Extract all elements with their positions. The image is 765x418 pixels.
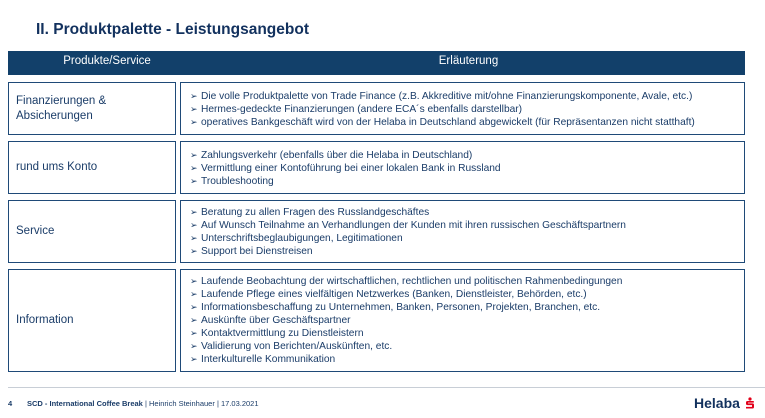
arrow-bullet-icon: ➢ xyxy=(190,163,198,173)
footer-date: 17.03.2021 xyxy=(220,399,259,408)
footer-divider xyxy=(8,387,765,388)
page-title: II. Produktpalette - Leistungsangebot xyxy=(36,21,309,38)
list-item: ➢ Unterschriftsbeglaubigungen, Legitimationen xyxy=(190,233,403,244)
arrow-bullet-icon: ➢ xyxy=(190,302,198,312)
list-item: ➢ Laufende Beobachtung der wirtschaftlichen, rechtlichen und politischen Rahmenbedingungen xyxy=(190,276,623,287)
list-item: ➢ Support bei Dienstreisen xyxy=(190,246,313,257)
list-item: ➢ Informationsbeschaffung zu Unternehmen, Banken, Personen, Projekten, Branchen, etc. xyxy=(190,302,601,313)
helaba-logo-text: Helaba xyxy=(694,395,740,411)
arrow-bullet-icon: ➢ xyxy=(190,220,198,230)
row-label-information xyxy=(8,269,176,372)
page-number: 4 xyxy=(8,399,13,408)
list-item: ➢ Beratung zu allen Fragen des Russlandgeschäftes xyxy=(190,207,430,218)
list-item: ➢ Kontaktvermittlung zu Dienstleistern xyxy=(190,328,364,339)
arrow-bullet-icon: ➢ xyxy=(190,328,198,338)
header-explanation: Erläuterung xyxy=(438,55,499,67)
footer-event: SCD - International Coffee Break xyxy=(27,399,143,408)
header-products-service: Produkte/Service xyxy=(63,55,151,67)
row-label-text: Finanzierungen & Absicherungen xyxy=(16,94,107,122)
row-content-financing xyxy=(180,82,745,135)
list-item: ➢ Zahlungsverkehr (ebenfalls über die Helaba in Deutschland) xyxy=(190,150,473,161)
arrow-bullet-icon: ➢ xyxy=(190,104,198,114)
arrow-bullet-icon: ➢ xyxy=(190,341,198,351)
arrow-bullet-icon: ➢ xyxy=(190,207,198,217)
footer-author: Heinrich Steinhauer xyxy=(148,399,215,408)
arrow-bullet-icon: ➢ xyxy=(190,233,198,243)
row-label-service xyxy=(8,200,176,263)
list-item: ➢ Validierung von Berichten/Auskünften, etc. xyxy=(190,341,393,352)
table-header xyxy=(8,51,745,75)
row-label-account xyxy=(8,141,176,194)
row-content-information xyxy=(180,269,745,372)
list-item: ➢ Interkulturelle Kommunikation xyxy=(190,354,336,365)
list-item: ➢ Auf Wunsch Teilnahme an Verhandlungen der Kunden mit ihren russischen Geschäftspartnern xyxy=(190,220,626,231)
row-label-financing xyxy=(8,82,176,135)
row-label-text: rund ums Konto xyxy=(16,161,98,173)
list-item: ➢ Troubleshooting xyxy=(190,176,274,187)
list-item: ➢ Hermes-gedeckte Finanzierungen (andere ECA´s ebenfalls darstellbar) xyxy=(190,104,523,115)
footer-info xyxy=(27,399,259,408)
list-item: ➢ Auskünfte über Geschäftspartner xyxy=(190,315,351,326)
sparkasse-s-icon xyxy=(745,397,755,409)
arrow-bullet-icon: ➢ xyxy=(190,315,198,325)
list-item: ➢ Die volle Produktpalette von Trade Finance (z.B. Akkreditive mit/ohne Finanzierungskomponente, Avale, etc.) xyxy=(190,91,693,102)
arrow-bullet-icon: ➢ xyxy=(190,176,198,186)
row-label-text: Information xyxy=(16,314,74,326)
arrow-bullet-icon: ➢ xyxy=(190,246,198,256)
row-label-text: Service xyxy=(16,225,55,237)
list-item: ➢ operatives Bankgeschäft wird von der Helaba in Deutschland abgewickelt (für Repräsentanzen nicht statthaft) xyxy=(190,117,695,128)
row-content-service xyxy=(180,200,745,263)
arrow-bullet-icon: ➢ xyxy=(190,354,198,364)
arrow-bullet-icon: ➢ xyxy=(190,276,198,286)
arrow-bullet-icon: ➢ xyxy=(190,117,198,127)
arrow-bullet-icon: ➢ xyxy=(190,150,198,160)
list-item: ➢ Laufende Pflege eines vielfältigen Netzwerkes (Banken, Dienstleister, Behörden, etc.) xyxy=(190,289,587,300)
arrow-bullet-icon: ➢ xyxy=(190,289,198,299)
arrow-bullet-icon: ➢ xyxy=(190,91,198,101)
list-item: ➢ Vermittlung einer Kontoführung bei einer lokalen Bank in Russland xyxy=(190,163,501,174)
footer-separator: | xyxy=(214,399,221,408)
footer-separator: | xyxy=(142,399,149,408)
row-content-account xyxy=(180,141,745,194)
